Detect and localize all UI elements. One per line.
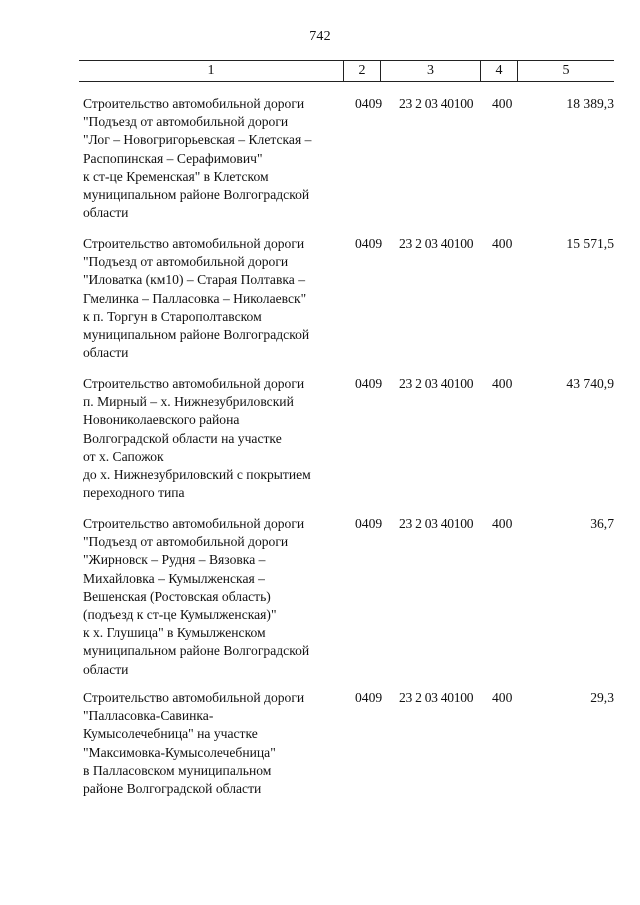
row-target-article: 23 2 03 40100 — [399, 236, 474, 251]
row-section-code: 0409 — [355, 516, 383, 531]
header-col-4: 4 — [481, 61, 518, 81]
row-expense-type: 400 — [492, 690, 513, 705]
row-name: Строительство автомобильной дороги "Палласовка-Савинка- Кумысолечебница" на участке "Максимовка-Кумысолечебница" в Палласовском муниципальном районе Волгоградской области — [83, 690, 305, 797]
header-col-2: 2 — [344, 61, 381, 81]
row-amount: 36,7 — [590, 516, 614, 531]
header-col-3: 3 — [381, 61, 481, 81]
row-name: Строительство автомобильной дороги п. Мирный – х. Нижнезубриловский Новониколаевского района Волгоградской области на участке от х. Сапожок до х. Нижнезубриловский с покрытием переходного типа — [83, 376, 311, 501]
row-expense-type: 400 — [492, 376, 513, 391]
header-col-1: 1 — [79, 61, 344, 81]
row-expense-type: 400 — [492, 236, 513, 251]
row-expense-type: 400 — [492, 516, 513, 531]
row-name: Строительство автомобильной дороги "Подъезд от автомобильной дороги "Жирновск – Рудня – Вязовка – Михайловка – Кумылженская – Вешенская (Ростовская область) (подъезд к ст-це Кумылженская)" к х. Глушица" в Кумылженском муниципальном районе Волгоградской области — [83, 516, 310, 677]
page-number: 742 — [309, 29, 331, 44]
row-amount: 15 571,5 — [566, 236, 614, 251]
row-amount: 43 740,9 — [566, 376, 614, 391]
row-target-article: 23 2 03 40100 — [399, 690, 474, 705]
row-section-code: 0409 — [355, 376, 383, 391]
table-header-row — [79, 60, 614, 82]
row-section-code: 0409 — [355, 690, 383, 705]
header-col-5: 5 — [562, 63, 570, 78]
row-amount: 18 389,3 — [566, 96, 614, 111]
row-target-article: 23 2 03 40100 — [399, 516, 474, 531]
row-amount: 29,3 — [590, 690, 614, 705]
row-name: Строительство автомобильной дороги "Подъезд от автомобильной дороги "Иловатка (км10) – Старая Полтавка – Гмелинка – Палласовка – Николаевск" к п. Торгун в Старополтавском муниципальном районе Волгоградской области — [83, 236, 310, 361]
row-section-code: 0409 — [355, 96, 383, 111]
row-expense-type: 400 — [492, 96, 513, 111]
row-target-article: 23 2 03 40100 — [399, 376, 474, 391]
row-section-code: 0409 — [355, 236, 383, 251]
row-name: Строительство автомобильной дороги "Подъезд от автомобильной дороги "Лог – Новогригорьевская – Клетская – Распопинская – Серафимович" к ст-це Кременская" в Клетском муниципальном районе Волгоградской области — [83, 96, 312, 221]
row-target-article: 23 2 03 40100 — [399, 96, 474, 111]
